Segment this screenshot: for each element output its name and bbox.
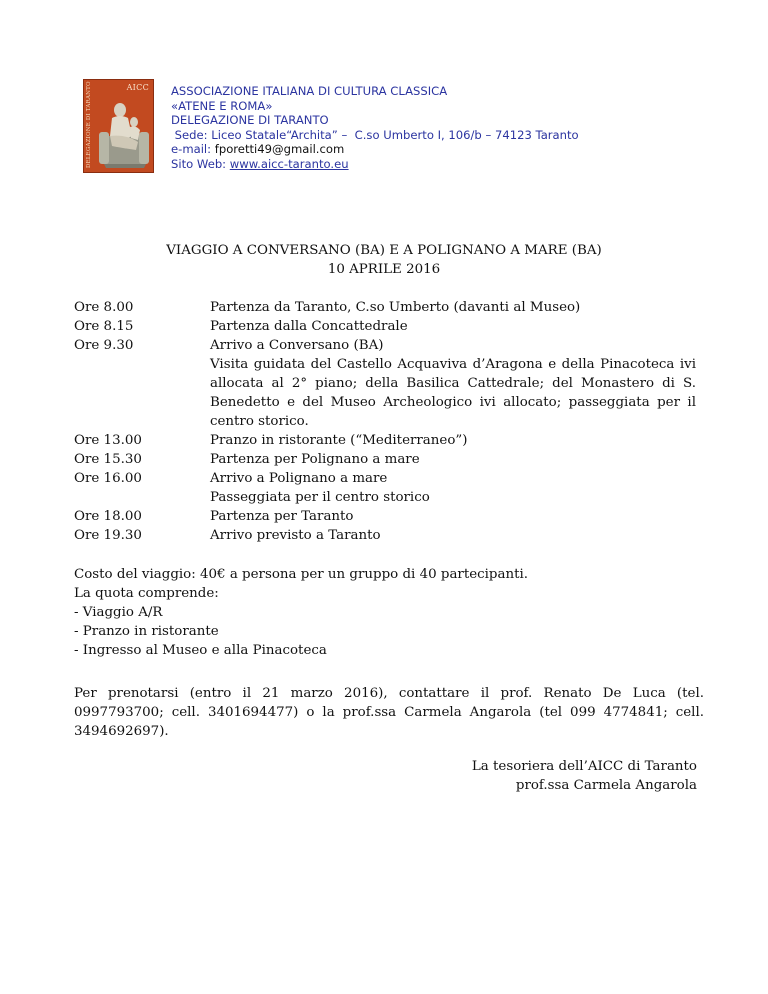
schedule-time: Ore 19.30 — [74, 528, 142, 543]
logo-brand: AICC — [126, 83, 149, 92]
schedule-time: Ore 13.00 — [74, 433, 142, 448]
schedule-row — [74, 507, 700, 526]
website-label: Sito Web: — [171, 156, 227, 171]
logo-side-text: DELEGAZIONE DI TARANTO — [86, 81, 92, 168]
schedule-desc: Partenza per Taranto — [210, 509, 354, 524]
schedule-row — [74, 450, 700, 469]
booking-paragraph: Per prenotarsi (entro il 21 marzo 2016), contattare il prof. Renato De Luca (tel. 0997793700; cell. 3401694477) o la prof.ssa Carmela Angarola (tel 099 4774841; cell. 3494692697). — [74, 686, 704, 739]
schedule-desc: Partenza da Taranto, C.so Umberto (davanti al Museo) — [210, 300, 581, 315]
schedule — [74, 298, 700, 545]
schedule-row — [74, 298, 700, 317]
schedule-time: Ore 9.30 — [74, 338, 134, 353]
website-link[interactable]: www.aicc-taranto.eu — [229, 156, 349, 171]
schedule-time: Ore 8.00 — [74, 300, 134, 315]
schedule-desc: Partenza per Polignano a mare — [210, 452, 420, 467]
association-name: ASSOCIAZIONE ITALIANA DI CULTURA CLASSICA — [171, 84, 448, 98]
quota-item: - Ingresso al Museo e alla Pinacoteca — [74, 643, 327, 658]
schedule-row — [74, 431, 700, 450]
quota-item: - Viaggio A/R — [74, 605, 163, 620]
schedule-desc: Pranzo in ristorante (“Mediterraneo”) — [210, 433, 468, 448]
signature — [472, 757, 697, 795]
association-subtitle: «ATENE E ROMA» — [171, 98, 273, 113]
address: Sede: Liceo Statale“Archita” – C.so Umberto I, 106/b – 74123 Taranto — [171, 127, 579, 142]
schedule-row — [74, 488, 700, 507]
schedule-time: Ore 8.15 — [74, 319, 134, 334]
schedule-desc: Arrivo a Polignano a mare — [210, 471, 388, 486]
schedule-row — [74, 526, 700, 545]
schedule-time — [74, 488, 210, 507]
aicc-logo — [83, 79, 154, 173]
quota-label: La quota comprende: — [74, 586, 219, 601]
schedule-time: Ore 16.00 — [74, 471, 142, 486]
schedule-time: Ore 15.30 — [74, 452, 142, 467]
schedule-row — [74, 355, 700, 431]
schedule-desc: Partenza dalla Concattedrale — [210, 319, 408, 334]
schedule-row — [74, 336, 700, 355]
schedule-row — [74, 469, 700, 488]
trip-date: 10 APRILE 2016 — [327, 262, 441, 277]
trip-title — [0, 241, 768, 279]
schedule-desc: Arrivo a Conversano (BA) — [210, 338, 384, 353]
signature-role: La tesoriera dell’AICC di Taranto — [471, 759, 697, 774]
cost-section — [74, 565, 704, 660]
website-line — [171, 157, 579, 172]
email-line — [171, 142, 579, 157]
schedule-time — [74, 355, 210, 431]
schedule-desc: Passeggiata per il centro storico — [210, 490, 430, 505]
trip-title-line: VIAGGIO A CONVERSANO (BA) E A POLIGNANO A MARE (BA) — [166, 243, 602, 258]
schedule-time: Ore 18.00 — [74, 509, 142, 524]
schedule-row — [74, 317, 700, 336]
quota-item: - Pranzo in ristorante — [74, 624, 219, 639]
association-header — [171, 84, 579, 171]
cost-line: Costo del viaggio: 40€ a persona per un gruppo di 40 partecipanti. — [74, 567, 529, 582]
schedule-desc: Arrivo previsto a Taranto — [210, 528, 381, 543]
email-label: e-mail: — [171, 142, 212, 156]
signature-name: prof.ssa Carmela Angarola — [515, 778, 697, 793]
delegation-name: DELEGAZIONE DI TARANTO — [171, 113, 329, 127]
schedule-desc: Visita guidata del Castello Acquaviva d’Aragona e della Pinacoteca ivi allocata al 2° piano; della Basilica Cattedrale; del Monastero di S. Benedetto e del Museo Archeologico ivi allocato; passeggiata per il centro storico. — [210, 357, 696, 429]
statue-icon — [96, 92, 154, 172]
email-link[interactable]: fporetti49@gmail.com — [214, 142, 345, 156]
